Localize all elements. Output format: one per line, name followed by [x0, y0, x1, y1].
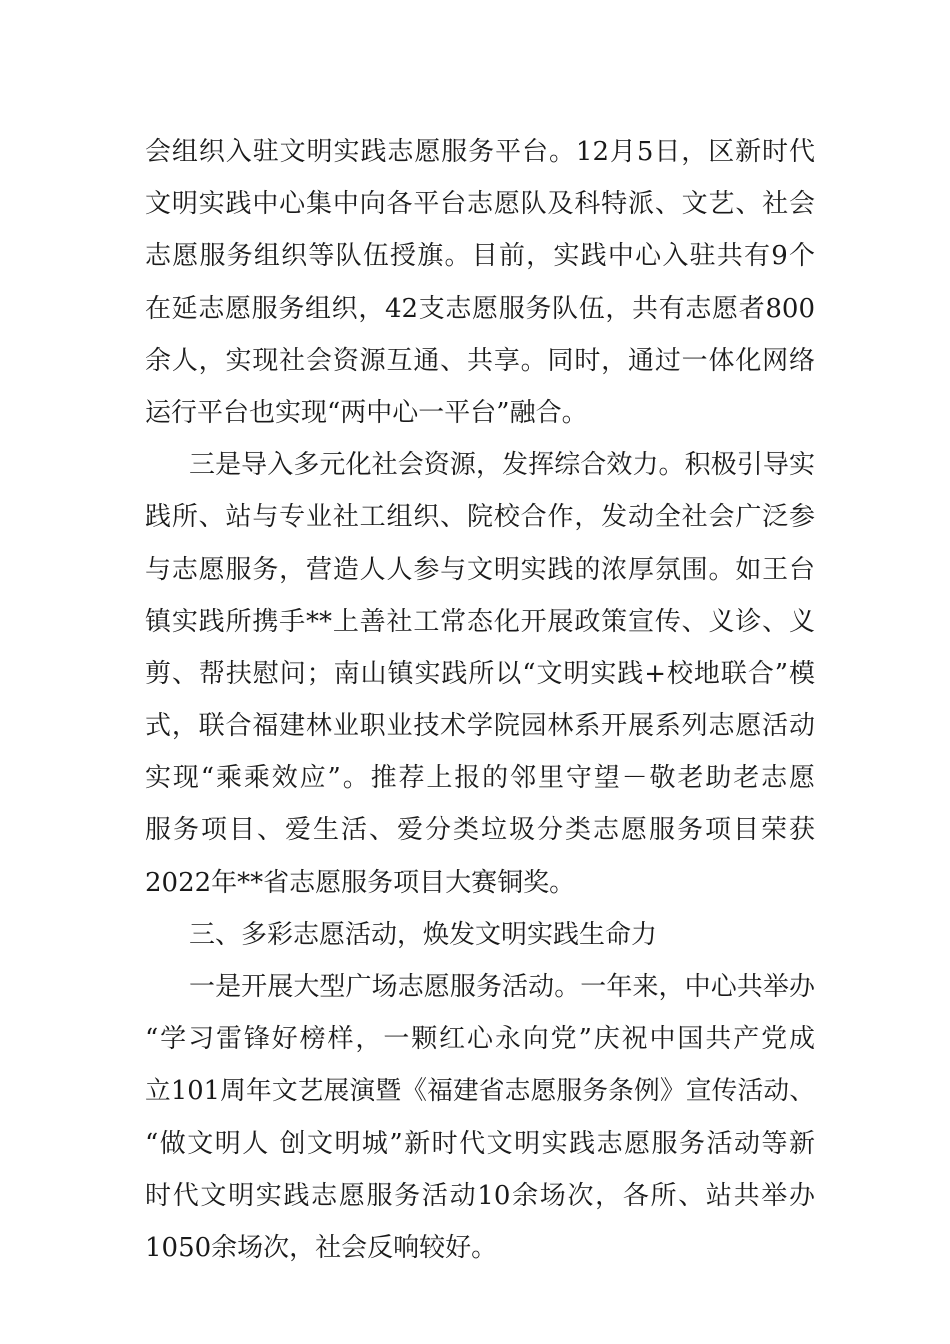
text-line-21: 时代文明实践志愿服务活动10余场次，各所、站共举办: [145, 1180, 815, 1211]
section-heading: 三、多彩志愿活动，焕发文明实践生命力: [189, 919, 658, 950]
text-line-7: 三是导入多元化社会资源，发挥综合效力。积极引导实: [189, 450, 815, 481]
text-line-13: 实现“乘乘效应”。推荐上报的邻里守望－敬老助老志愿: [145, 763, 815, 794]
text-line-2: 文明实践中心集中向各平台志愿队及科特派、文艺、社会: [145, 189, 815, 220]
text-line-3: 志愿服务组织等队伍授旗。目前，实践中心入驻共有9个: [145, 241, 815, 272]
text-line-20: “做文明人 创文明城”新时代文明实践志愿服务活动等新: [145, 1128, 815, 1159]
text-line-15: 2022年**省志愿服务项目大赛铜奖。: [145, 867, 576, 898]
text-line-5: 余人，实现社会资源互通、共享。同时，通过一体化网络: [145, 345, 815, 376]
text-line-6: 运行平台也实现“两中心一平台”融合。: [145, 397, 588, 428]
text-line-1: 会组织入驻文明实践志愿服务平台。12月5日，区新时代: [145, 137, 815, 167]
text-line-8: 践所、站与专业社工组织、院校合作，发动全社会广泛参: [145, 502, 815, 533]
text-line-14: 服务项目、爱生活、爱分类垃圾分类志愿服务项目荣获: [145, 815, 815, 846]
text-line-11: 剪、帮扶慰问；南山镇实践所以“文明实践+校地联合”模: [145, 658, 815, 689]
text-line-4: 在延志愿服务组织，42支志愿服务队伍，共有志愿者800: [145, 293, 815, 324]
text-line-9: 与志愿服务，营造人人参与文明实践的浓厚氛围。如王台: [145, 554, 815, 585]
text-line-12: 式，联合福建林业职业技术学院园林系开展系列志愿活动: [145, 711, 815, 742]
text-line-10: 镇实践所携手**上善社工常态化开展政策宣传、义诊、义: [145, 606, 815, 637]
text-line-22: 1050余场次，社会反响较好。: [145, 1232, 498, 1263]
text-line-19: 立101周年文艺展演暨《福建省志愿服务条例》宣传活动、: [145, 1076, 815, 1107]
document-body: [145, 126, 815, 1274]
text-line-17: 一是开展大型广场志愿服务活动。一年来，中心共举办: [189, 972, 815, 1002]
text-line-18: “学习雷锋好榜样，一颗红心永向党”庆祝中国共产党成: [145, 1024, 815, 1055]
